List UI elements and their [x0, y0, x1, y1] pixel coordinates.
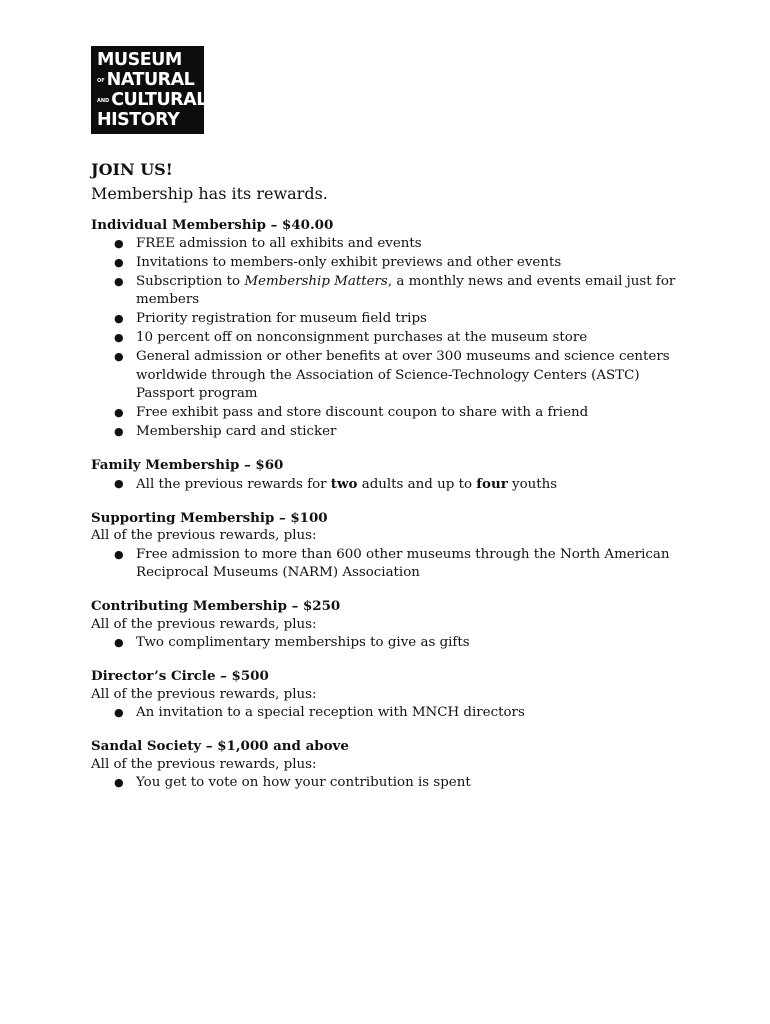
list-item-text: , a monthly news and events email just for members [136, 273, 676, 307]
list-item-text: Subscription to [136, 273, 245, 289]
list-item-text: 10 percent off on nonconsignment purchases at the museum store [136, 330, 588, 345]
contributing-membership-title: Contributing Membership – $250 [91, 598, 341, 614]
bullet-icon: ● [114, 236, 124, 250]
bullet-icon: ● [114, 706, 124, 719]
individual-benefits-list [91, 235, 691, 443]
supporting-benefits-list [91, 546, 691, 584]
list-item [91, 475, 691, 495]
list-item-text: Free admission to more than 600 other museums through the North American Reciprocal Museums (NARM) Association [136, 546, 670, 580]
sandal-society-title: Sandal Society – $1,000 and above [91, 738, 349, 754]
logo-line-museum: MUSEUM [97, 50, 182, 71]
contributing-intro: All of the previous rewards, plus: [91, 616, 317, 632]
family-membership-title: Family Membership – $60 [91, 457, 284, 473]
bullet-icon: ● [114, 331, 124, 344]
list-item [91, 235, 691, 254]
list-item [91, 704, 691, 723]
bullet-icon: ● [114, 636, 124, 649]
list-item [91, 634, 691, 653]
directors-benefits-list [91, 704, 691, 723]
list-item [91, 423, 691, 442]
logo-line-history: HISTORY [97, 110, 180, 131]
list-item-text: Priority registration for museum field trips [136, 311, 427, 326]
sandal-benefits-list [91, 774, 691, 793]
list-item [91, 348, 691, 404]
list-item-text: An invitation to a special reception with MNCH directors [136, 705, 525, 720]
sandal-society-section [91, 737, 691, 793]
list-item-text: Membership card and sticker [136, 424, 337, 439]
list-item-text: Invitations to members-only exhibit previews and other events [136, 254, 562, 270]
bullet-icon: ● [114, 255, 124, 269]
list-item-text: General admission or other benefits at over 300 museums and science centers worldwide through the Association of Science-Technology Centers (ASTC) Passport program [136, 349, 670, 401]
logo-natural-text: NATURAL [106, 70, 195, 91]
logo-of-label: OF [97, 77, 105, 84]
directors-circle-section [91, 667, 691, 723]
list-item-text: youths [507, 476, 558, 492]
list-item [91, 254, 691, 273]
individual-membership-title: Individual Membership – $40.00 [91, 217, 334, 233]
contributing-membership-section [91, 597, 691, 653]
logo-and-label: AND [97, 97, 110, 104]
list-item-text: adults and up to [357, 476, 477, 492]
list-item-text: All the previous rewards for [136, 476, 331, 492]
family-benefits-list [91, 475, 691, 495]
list-item-text: You get to vote on how your contribution is spent [136, 775, 471, 790]
bullet-icon: ● [114, 425, 124, 438]
bullet-icon: ● [114, 547, 124, 561]
supporting-membership-title: Supporting Membership – $100 [91, 509, 328, 526]
page-heading: JOIN US! [91, 160, 173, 179]
family-membership-section [91, 456, 691, 495]
youth-count: four [476, 475, 508, 492]
newsletter-name: Membership Matters [244, 273, 388, 289]
sandal-intro: All of the previous rewards, plus: [91, 756, 317, 772]
logo-line-cultural [97, 90, 207, 111]
contributing-benefits-list [91, 634, 691, 653]
logo-line-natural [97, 71, 200, 91]
list-item [91, 774, 691, 793]
list-item-text: Two complimentary memberships to give as gifts [136, 635, 470, 650]
page-tagline: Membership has its rewards. [91, 184, 328, 203]
museum-logo [91, 46, 207, 134]
list-item-text: FREE admission to all exhibits and events [136, 235, 422, 251]
bullet-icon: ● [114, 476, 124, 490]
bullet-icon: ● [114, 350, 124, 363]
supporting-membership-section [91, 509, 691, 584]
list-item-text: Free exhibit pass and store discount coupon to share with a friend [136, 405, 589, 420]
list-item [91, 329, 691, 348]
list-item [91, 273, 691, 311]
list-item [91, 546, 691, 584]
bullet-icon: ● [114, 776, 124, 789]
bullet-icon: ● [114, 406, 124, 419]
list-item [91, 310, 691, 329]
individual-membership-section [91, 216, 691, 442]
directors-circle-title: Director’s Circle – $500 [91, 668, 269, 684]
bullet-icon: ● [114, 274, 124, 288]
adult-count: two [330, 475, 358, 492]
bullet-icon: ● [114, 312, 124, 325]
logo-cultural-text: CULTURAL [111, 90, 207, 111]
document-page [91, 46, 691, 793]
directors-intro: All of the previous rewards, plus: [91, 686, 317, 702]
list-item [91, 404, 691, 423]
supporting-intro: All of the previous rewards, plus: [91, 528, 317, 543]
